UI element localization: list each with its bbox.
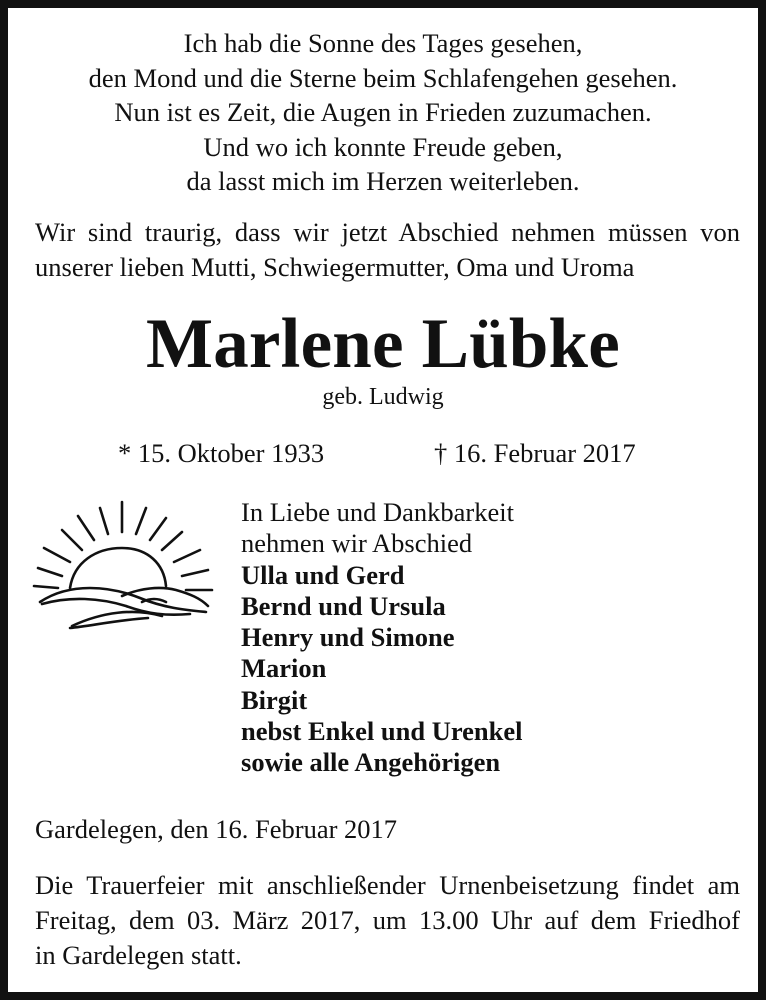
intro-line: Wir sind traurig, dass wir jetzt Abschied nehmen müssen von [35, 217, 740, 247]
birth-date: * 15. Oktober 1933 [118, 438, 325, 468]
maiden-name: geb. Ludwig [322, 384, 444, 410]
intro-text [35, 215, 740, 285]
service-line: in Gardelegen statt. [35, 940, 242, 970]
poem-line: da lasst mich im Herzen weiterleben. [186, 166, 580, 196]
funeral-service-info [35, 868, 740, 973]
mourners-list [241, 497, 523, 779]
deceased-name: Marlene Lübke [146, 305, 620, 383]
intro-line: unserer lieben Mutti, Schwiegermutter, Oma und Uroma [35, 252, 635, 282]
service-line: Freitag, dem 03. März 2017, um 13.00 Uhr auf dem Friedhof [35, 905, 740, 935]
place-and-date: Gardelegen, den 16. Februar 2017 [35, 814, 398, 844]
poem [0, 26, 766, 199]
service-line: Die Trauerfeier mit anschließender Urnenbeisetzung findet am [35, 870, 740, 900]
mourner-name: Bernd und Ursula [241, 590, 446, 621]
mourners-lead: nehmen wir Abschied [241, 528, 473, 559]
mourner-name: Birgit [241, 684, 308, 715]
poem-line: Nun ist es Zeit, die Augen in Frieden zuzumachen. [114, 97, 652, 127]
poem-line: Ich hab die Sonne des Tages gesehen, [183, 28, 583, 58]
mourner-name: Ulla und Gerd [241, 559, 405, 590]
mourners-lead: In Liebe und Dankbarkeit [241, 497, 514, 527]
poem-line: Und wo ich konnte Freude geben, [203, 131, 563, 162]
mourner-name: nebst Enkel und Urenkel [241, 716, 523, 747]
sunset-icon [30, 490, 215, 640]
mourner-name: sowie alle Angehörigen [241, 747, 501, 778]
poem-line: den Mond und die Sterne beim Schlafengehen gesehen. [88, 62, 678, 93]
mourner-name: Henry und Simone [241, 622, 455, 653]
death-date: † 16. Februar 2017 [434, 438, 636, 468]
mourner-name: Marion [241, 653, 327, 684]
